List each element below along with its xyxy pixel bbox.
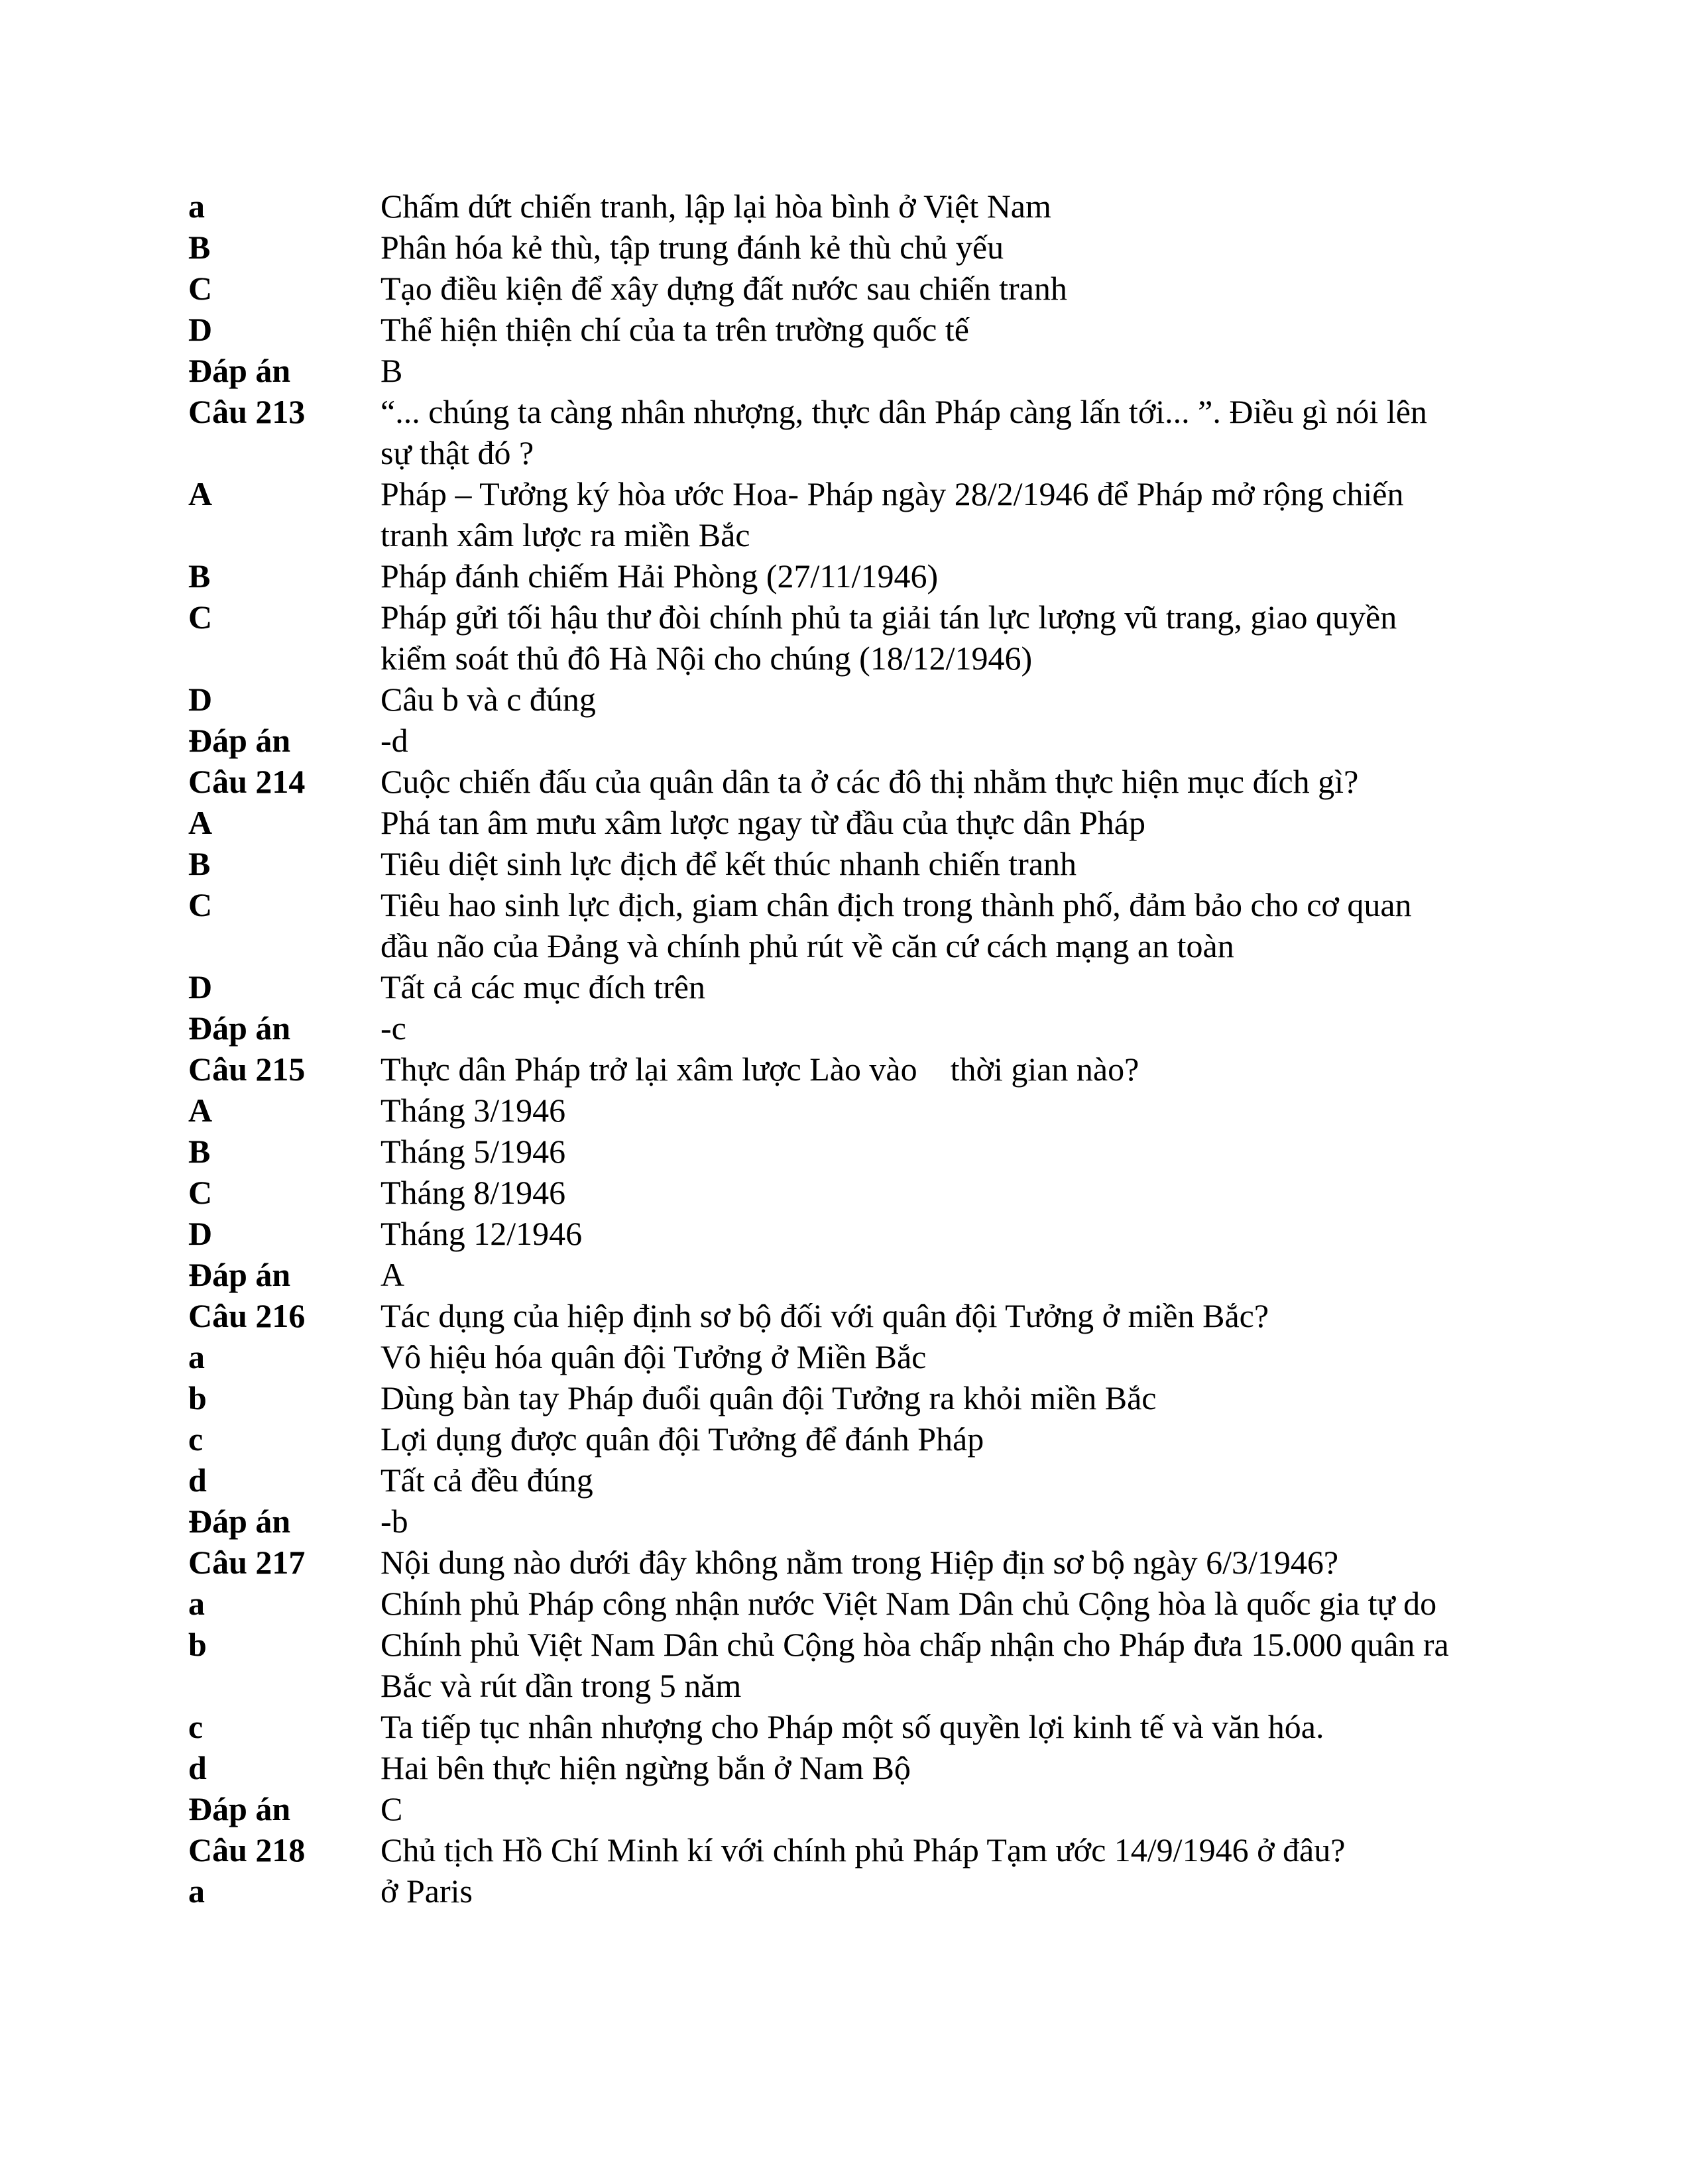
question-row <box>188 1377 1514 1418</box>
row-label: d <box>188 1749 207 1786</box>
question-row <box>188 391 1514 473</box>
row-label: c <box>188 1708 204 1745</box>
question-row <box>188 966 1514 1007</box>
row-text: Tạo điều kiện để xây dựng đất nước sau chiến tranh <box>380 270 1067 307</box>
row-label: b <box>188 1379 207 1416</box>
question-row <box>188 843 1514 884</box>
question-row <box>188 1624 1514 1706</box>
question-row <box>188 1090 1514 1131</box>
question-row <box>188 1336 1514 1377</box>
row-text: Tất cả đều đúng <box>380 1462 593 1499</box>
question-row <box>188 597 1514 679</box>
row-text: B <box>380 352 403 389</box>
question-row <box>188 1870 1514 1912</box>
row-text: Hai bên thực hiện ngừng bắn ở Nam Bộ <box>380 1749 911 1786</box>
row-label: C <box>188 270 213 307</box>
question-row <box>188 1254 1514 1295</box>
row-text: Chấm dứt chiến tranh, lập lại hòa bình ở Việt Nam <box>380 188 1051 225</box>
question-row <box>188 1295 1514 1336</box>
row-text: -b <box>380 1503 408 1540</box>
row-text: -d <box>380 722 408 759</box>
question-row <box>188 1706 1514 1747</box>
row-text: Nội dung nào dưới đây không nằm trong Hiệp địn sơ bộ ngày 6/3/1946? <box>380 1544 1339 1581</box>
question-row <box>188 350 1514 391</box>
row-text: -c <box>380 1009 406 1047</box>
row-text: Chính phủ Pháp công nhận nước Việt Nam Dân chủ Cộng hòa là quốc gia tự do <box>380 1585 1437 1622</box>
question-row <box>188 1131 1514 1172</box>
question-row <box>188 268 1514 309</box>
row-text: ở Paris <box>380 1872 473 1910</box>
question-row <box>188 555 1514 597</box>
question-row <box>188 1049 1514 1090</box>
question-row <box>188 1418 1514 1460</box>
question-row <box>188 1747 1514 1788</box>
question-row <box>188 1460 1514 1501</box>
row-label: Câu 215 <box>188 1051 306 1088</box>
row-label: B <box>188 1133 211 1170</box>
row-label: Câu 213 <box>188 393 306 430</box>
row-label: C <box>188 886 213 923</box>
row-text: Tháng 8/1946 <box>380 1174 566 1211</box>
row-label: a <box>188 1585 205 1622</box>
row-text: Thực dân Pháp trở lại xâm lược Lào vào thời gian nào? <box>380 1051 1139 1088</box>
row-text: Phân hóa kẻ thù, tập trung đánh kẻ thù chủ yếu <box>380 229 1004 266</box>
question-row <box>188 720 1514 761</box>
row-text: Tháng 12/1946 <box>380 1215 583 1252</box>
row-label: Câu 216 <box>188 1297 306 1334</box>
question-row <box>188 1007 1514 1049</box>
row-label: Đáp án <box>188 1503 291 1540</box>
question-row <box>188 1501 1514 1542</box>
row-text: Pháp đánh chiếm Hải Phòng (27/11/1946) <box>380 557 939 595</box>
row-label: B <box>188 229 211 266</box>
row-text: Phá tan âm mưu xâm lược ngay từ đầu của thực dân Pháp <box>380 804 1146 841</box>
row-text: Chính phủ Việt Nam Dân chủ Cộng hòa chấp nhận cho Pháp đưa 15.000 quân ra Bắc và rút dần trong 5 năm <box>380 1626 1458 1704</box>
question-row <box>188 761 1514 802</box>
row-label: Đáp án <box>188 1790 291 1827</box>
question-row <box>188 186 1514 227</box>
row-text: Tháng 5/1946 <box>380 1133 566 1170</box>
row-text: Cuộc chiến đấu của quân dân ta ở các đô thị nhằm thực hiện mục đích gì? <box>380 763 1359 800</box>
row-text: Ta tiếp tục nhân nhượng cho Pháp một số quyền lợi kinh tế và văn hóa. <box>380 1708 1324 1745</box>
row-text: Pháp gửi tối hậu thư đòi chính phủ ta giải tán lực lượng vũ trang, giao quyền kiểm soát thủ đô Hà Nội cho chúng (18/12/1946) <box>380 599 1405 677</box>
row-text: Thể hiện thiện chí của ta trên trường quốc tế <box>380 311 969 348</box>
row-label: a <box>188 188 205 225</box>
row-text: “... chúng ta càng nhân nhượng, thực dân Pháp càng lấn tới... ”. Điều gì nói lên sự thật đó ? <box>380 393 1436 471</box>
row-label: Đáp án <box>188 722 291 759</box>
question-row <box>188 227 1514 268</box>
question-row <box>188 309 1514 350</box>
row-text: Pháp – Tưởng ký hòa ước Hoa- Pháp ngày 28/2/1946 để Pháp mở rộng chiến tranh xâm lược ra miền Bắc <box>380 475 1412 553</box>
row-text: A <box>380 1256 405 1293</box>
row-label: D <box>188 681 213 718</box>
question-row <box>188 1788 1514 1829</box>
question-row <box>188 1829 1514 1870</box>
row-label: A <box>188 475 213 512</box>
question-row <box>188 1172 1514 1213</box>
row-label: c <box>188 1420 204 1458</box>
row-label: Câu 214 <box>188 763 306 800</box>
row-text: Tác dụng của hiệp định sơ bộ đối với quân đội Tưởng ở miền Bắc? <box>380 1297 1269 1334</box>
row-text: Chủ tịch Hồ Chí Minh kí với chính phủ Pháp Tạm ước 14/9/1946 ở đâu? <box>380 1831 1346 1868</box>
question-row <box>188 473 1514 555</box>
row-text: Câu b và c đúng <box>380 681 596 718</box>
row-label: Đáp án <box>188 1009 291 1047</box>
row-label: Đáp án <box>188 1256 291 1293</box>
row-label: Đáp án <box>188 352 291 389</box>
row-text: Tiêu hao sinh lực địch, giam chân địch trong thành phố, đảm bảo cho cơ quan đầu não của Đảng và chính phủ rút về căn cứ cách mạng an toàn <box>380 886 1421 964</box>
question-list <box>188 186 1514 1912</box>
question-row <box>188 884 1514 966</box>
row-label: b <box>188 1626 207 1663</box>
row-label: C <box>188 599 213 636</box>
row-text: Tiêu diệt sinh lực địch để kết thúc nhanh chiến tranh <box>380 845 1077 882</box>
row-text: Vô hiệu hóa quân đội Tưởng ở Miền Bắc <box>380 1338 927 1375</box>
row-label: Câu 218 <box>188 1831 306 1868</box>
row-label: a <box>188 1338 205 1375</box>
row-text: Dùng bàn tay Pháp đuổi quân đội Tưởng ra khỏi miền Bắc <box>380 1379 1157 1416</box>
row-label: Câu 217 <box>188 1544 306 1581</box>
row-text: Tháng 3/1946 <box>380 1092 566 1129</box>
row-text: Lợi dụng được quân đội Tưởng để đánh Pháp <box>380 1420 984 1458</box>
row-label: A <box>188 1092 213 1129</box>
row-text: C <box>380 1790 403 1827</box>
row-label: B <box>188 557 211 595</box>
row-label: d <box>188 1462 207 1499</box>
row-text: Tất cả các mục đích trên <box>380 968 705 1006</box>
question-row <box>188 1583 1514 1624</box>
row-label: B <box>188 845 211 882</box>
row-label: D <box>188 1215 213 1252</box>
row-label: a <box>188 1872 205 1910</box>
row-label: C <box>188 1174 213 1211</box>
row-label: A <box>188 804 213 841</box>
row-label: D <box>188 311 213 348</box>
question-row <box>188 679 1514 720</box>
question-row <box>188 1542 1514 1583</box>
question-row <box>188 1213 1514 1254</box>
row-label: D <box>188 968 213 1006</box>
question-row <box>188 802 1514 843</box>
